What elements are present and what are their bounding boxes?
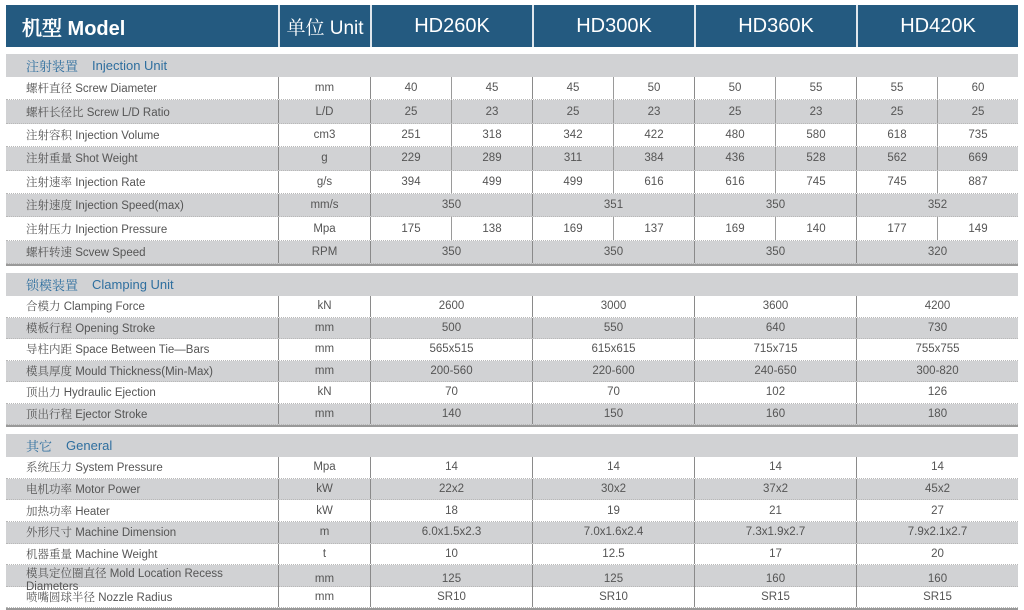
table-row (6, 479, 1018, 501)
row-unit: m (278, 522, 370, 543)
row-label: 机器重量 Machine Weight (26, 548, 158, 561)
unit-column-header: 单位 Unit (278, 5, 370, 47)
model-column-header: 机型 Model (22, 17, 126, 40)
value-cell: 140 (370, 404, 532, 425)
value-cell: 177 (856, 217, 937, 239)
value-cell: 3600 (694, 296, 856, 317)
value-cell: 735 (937, 124, 1018, 146)
row-label: 注射压力 Injection Pressure (26, 223, 168, 236)
section-title-zh: 注射装置 (26, 59, 79, 74)
value-cell: 342 (532, 124, 613, 146)
value-cell: 25 (532, 100, 613, 122)
value-cell: 21 (694, 500, 856, 521)
value-cell: 500 (370, 318, 532, 339)
value-cell: 7.9x2.1x2.7 (856, 522, 1018, 543)
row-unit: L/D (278, 100, 370, 122)
value-cell: 422 (613, 124, 694, 146)
value-cell: 3000 (532, 296, 694, 317)
row-label: 模具定位圈直径 Mold Location Recess Diameters (26, 568, 223, 594)
value-cell: 618 (856, 124, 937, 146)
value-cell: 126 (856, 382, 1018, 403)
value-cell: 45 (451, 77, 532, 99)
table-row (6, 296, 1018, 318)
value-cell: 2600 (370, 296, 532, 317)
value-cell: 220-600 (532, 361, 694, 382)
row-label: 注射重量 Shot Weight (26, 153, 138, 166)
value-cell: 4200 (856, 296, 1018, 317)
row-unit: g (278, 147, 370, 169)
value-cell: 175 (370, 217, 451, 239)
table-row (6, 171, 1018, 194)
value-cell: 125 (370, 565, 532, 593)
value-cell: 320 (856, 241, 1018, 263)
value-cell: 229 (370, 147, 451, 169)
value-cell: 350 (694, 241, 856, 263)
value-cell: 499 (451, 171, 532, 193)
section-title-zh: 其它 (26, 439, 53, 455)
value-cell: 311 (532, 147, 613, 169)
value-cell: 14 (532, 457, 694, 478)
table-row (6, 339, 1018, 361)
value-cell: 7.0x1.6x2.4 (532, 522, 694, 543)
value-cell: 102 (694, 382, 856, 403)
value-cell: 60 (937, 77, 1018, 99)
value-cell: 350 (694, 194, 856, 216)
value-cell: SR15 (694, 587, 856, 608)
section-rows (6, 457, 1018, 610)
table-row (6, 147, 1018, 170)
table-row (6, 457, 1018, 479)
value-cell: 394 (370, 171, 451, 193)
value-cell: 138 (451, 217, 532, 239)
value-cell: 436 (694, 147, 775, 169)
value-cell: 25 (856, 100, 937, 122)
row-unit: mm (278, 404, 370, 425)
section-title-en: Clamping Unit (92, 277, 174, 293)
value-cell: 12.5 (532, 544, 694, 565)
value-cell: 715x715 (694, 339, 856, 360)
value-cell: 616 (694, 171, 775, 193)
section-header (6, 434, 1018, 457)
value-cell: SR10 (532, 587, 694, 608)
value-cell: 6.0x1.5x2.3 (370, 522, 532, 543)
table-row (6, 382, 1018, 404)
value-cell: 70 (532, 382, 694, 403)
value-cell: 7.3x1.9x2.7 (694, 522, 856, 543)
row-unit: Mpa (278, 217, 370, 239)
value-cell: 550 (532, 318, 694, 339)
value-cell: 70 (370, 382, 532, 403)
value-cell: 10 (370, 544, 532, 565)
value-cell: 289 (451, 147, 532, 169)
value-cell: 14 (694, 457, 856, 478)
value-cell: 20 (856, 544, 1018, 565)
table-row (6, 77, 1018, 100)
value-cell: 562 (856, 147, 937, 169)
value-cell: 480 (694, 124, 775, 146)
row-label: 喷嘴圆球半径 Nozzle Radius (26, 591, 173, 604)
value-cell: 140 (775, 217, 856, 239)
row-label: 导柱内距 Space Between Tie—Bars (26, 344, 210, 357)
row-unit: mm (278, 565, 370, 593)
value-cell: 745 (775, 171, 856, 193)
table-row (6, 404, 1018, 426)
table-row (6, 500, 1018, 522)
section-title-en: General (66, 438, 113, 454)
value-cell: 150 (532, 404, 694, 425)
row-unit: cm3 (278, 124, 370, 146)
row-label: 系统压力 System Pressure (26, 462, 163, 475)
value-cell: 240-650 (694, 361, 856, 382)
value-cell: 14 (856, 457, 1018, 478)
table-row (6, 100, 1018, 123)
value-cell: 669 (937, 147, 1018, 169)
table-row (6, 217, 1018, 240)
model-header-hd260k: HD260K (370, 5, 532, 47)
value-cell: 50 (613, 77, 694, 99)
value-cell: 565x515 (370, 339, 532, 360)
value-cell: 745 (856, 171, 937, 193)
section-title-en: Injection Unit (92, 58, 168, 73)
value-cell: 528 (775, 147, 856, 169)
row-unit: kN (278, 296, 370, 317)
row-unit: mm/s (278, 194, 370, 216)
row-label: 外形尺寸 Machine Dimension (26, 527, 177, 540)
table-header (6, 5, 1018, 47)
value-cell: 14 (370, 457, 532, 478)
row-unit: kW (278, 479, 370, 500)
table-row (6, 544, 1018, 566)
value-cell: 160 (694, 565, 856, 593)
value-cell: 384 (613, 147, 694, 169)
section-title-zh: 锁模装置 (26, 278, 79, 294)
value-cell: 22x2 (370, 479, 532, 500)
value-cell: 25 (937, 100, 1018, 122)
row-label: 注射速率 Injection Rate (26, 176, 146, 189)
row-unit: kW (278, 500, 370, 521)
value-cell: 251 (370, 124, 451, 146)
value-cell: 169 (532, 217, 613, 239)
value-cell: 23 (451, 100, 532, 122)
value-cell: 351 (532, 194, 694, 216)
value-cell: 350 (370, 194, 532, 216)
section-rows (6, 296, 1018, 427)
value-cell: SR10 (370, 587, 532, 608)
value-cell: 19 (532, 500, 694, 521)
row-label: 模具厚度 Mould Thickness(Min-Max) (26, 365, 214, 378)
value-cell: 149 (937, 217, 1018, 239)
value-cell: 45x2 (856, 479, 1018, 500)
value-cell: 580 (775, 124, 856, 146)
value-cell: 499 (532, 171, 613, 193)
value-cell: 30x2 (532, 479, 694, 500)
value-cell: 37x2 (694, 479, 856, 500)
value-cell: 350 (532, 241, 694, 263)
row-unit: RPM (278, 241, 370, 263)
value-cell: 23 (775, 100, 856, 122)
value-cell: 55 (775, 77, 856, 99)
value-cell: 18 (370, 500, 532, 521)
value-cell: 730 (856, 318, 1018, 339)
value-cell: 318 (451, 124, 532, 146)
value-cell: 352 (856, 194, 1018, 216)
table-row (6, 565, 1018, 594)
value-cell: 25 (370, 100, 451, 122)
value-cell: 27 (856, 500, 1018, 521)
row-unit: Mpa (278, 457, 370, 478)
table-row (6, 241, 1018, 264)
table-row (6, 124, 1018, 147)
table-row (6, 361, 1018, 383)
value-cell: 887 (937, 171, 1018, 193)
value-cell: 755x755 (856, 339, 1018, 360)
table-row (6, 522, 1018, 544)
spec-table (6, 5, 1018, 610)
value-cell: 125 (532, 565, 694, 593)
row-label: 电机功率 Motor Power (26, 484, 141, 497)
row-unit: mm (278, 587, 370, 608)
value-cell: 45 (532, 77, 613, 99)
model-header-hd420k: HD420K (856, 5, 1018, 47)
value-cell: 17 (694, 544, 856, 565)
table-row (6, 194, 1018, 217)
value-cell: 350 (370, 241, 532, 263)
value-cell: 300-820 (856, 361, 1018, 382)
row-label: 顶出行程 Ejector Stroke (26, 408, 148, 421)
value-cell: 137 (613, 217, 694, 239)
section-rows (6, 77, 1018, 266)
row-label: 合模力 Clamping Force (26, 301, 145, 314)
section-header (6, 273, 1018, 296)
value-cell: 616 (613, 171, 694, 193)
value-cell: 640 (694, 318, 856, 339)
row-unit: kN (278, 382, 370, 403)
value-cell: 40 (370, 77, 451, 99)
row-unit: mm (278, 77, 370, 99)
row-label: 模板行程 Opening Stroke (26, 322, 156, 335)
row-label: 注射容积 Injection Volume (26, 129, 160, 142)
value-cell: 55 (856, 77, 937, 99)
row-label: 螺杆长径比 Screw L/D Ratio (26, 106, 170, 119)
row-label: 螺杆转速 Scvew Speed (26, 246, 146, 259)
row-unit: mm (278, 318, 370, 339)
value-cell: 25 (694, 100, 775, 122)
table-row (6, 587, 1018, 609)
row-label: 顶出力 Hydraulic Ejection (26, 387, 156, 400)
value-cell: 180 (856, 404, 1018, 425)
model-header-hd300k: HD300K (532, 5, 694, 47)
row-label: 螺杆直径 Screw Diameter (26, 83, 157, 96)
value-cell: 23 (613, 100, 694, 122)
value-cell: 160 (694, 404, 856, 425)
value-cell: 169 (694, 217, 775, 239)
value-cell: SR15 (856, 587, 1018, 608)
row-unit: g/s (278, 171, 370, 193)
model-header-hd360k: HD360K (694, 5, 856, 47)
value-cell: 200-560 (370, 361, 532, 382)
row-unit: t (278, 544, 370, 565)
value-cell: 50 (694, 77, 775, 99)
value-cell: 160 (856, 565, 1018, 593)
section-header (6, 54, 1018, 77)
row-unit: mm (278, 361, 370, 382)
value-cell: 615x615 (532, 339, 694, 360)
row-label: 注射速度 Injection Speed(max) (26, 200, 184, 213)
row-label: 加热功率 Heater (26, 505, 110, 518)
row-unit: mm (278, 339, 370, 360)
table-row (6, 318, 1018, 340)
